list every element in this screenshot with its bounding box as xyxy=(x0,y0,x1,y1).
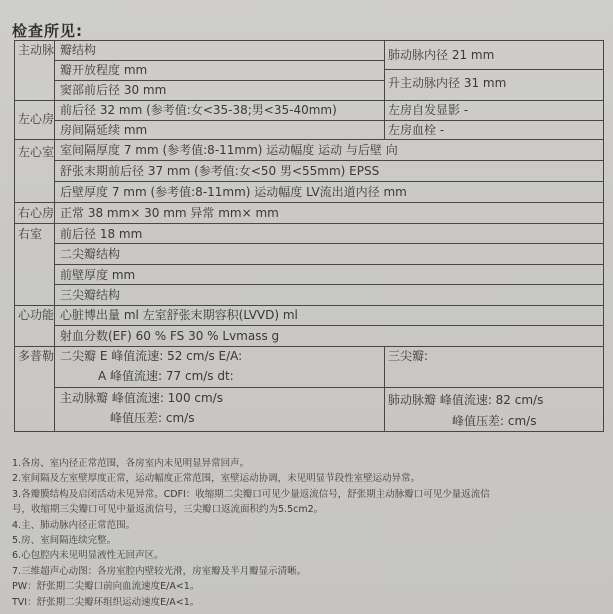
la-spontaneous-echo: 左房自发显影 - xyxy=(388,103,469,117)
mitral-e-velocity: 二尖瓣 E 峰值流速: 52 cm/s E/A: xyxy=(60,349,243,363)
left-ventricle-section-label: 左心室 xyxy=(18,145,55,159)
left-atrium-section-label: 左心房 xyxy=(18,112,55,126)
aortic-valve-gradient: 峰值压差: cm/s xyxy=(110,411,195,425)
right-atrium-dimensions: 正常 38 mm× 30 mm 异常 mm× mm xyxy=(60,206,279,220)
aorta-section-label: 主动脉 xyxy=(18,43,55,57)
right-atrium-section-label: 右心房 xyxy=(18,206,55,220)
la-thrombus: 左房血栓 - xyxy=(388,123,445,137)
findings-heading: 检查所见: xyxy=(12,22,83,40)
note-line: PW：舒张期二尖瓣口前向血流速度E/A<1。 xyxy=(12,581,200,593)
aorta-valve-structure: 瓣结构 xyxy=(60,43,97,57)
tricuspid-valve-structure: 三尖瓣结构 xyxy=(60,288,121,302)
note-line: 4.主、肺动脉内径正常范围。 xyxy=(12,519,136,531)
right-ventricle-section-label: 右室 xyxy=(18,227,43,241)
ivs-thickness: 室间隔厚度 7 mm (参考值:8-11mm) 运动幅度 运动 与后壁 向 xyxy=(60,143,398,157)
stroke-volume: 心脏博出量 ml 左室舒张末期容积(LVVD) ml xyxy=(60,308,298,322)
aortic-valve-velocity: 主动脉瓣 峰值流速: 100 cm/s xyxy=(60,391,223,405)
note-line: 5.房、室间隔连续完整。 xyxy=(12,535,117,547)
note-line: 6.心包腔内未见明显液性无回声区。 xyxy=(12,550,164,562)
note-line: TVI：舒张期二尖瓣环组织运动速度E/A<1。 xyxy=(12,596,200,608)
aorta-valve-opening: 瓣开放程度 mm xyxy=(60,63,148,77)
note-line: 号，收缩期三尖瓣口可见中量返流信号，三尖瓣口返流面积约为5.5cm2。 xyxy=(12,504,324,516)
left-atrium-ap-diameter: 前后径 32 mm (参考值:女<35-38;男<35-40mm) xyxy=(60,103,337,117)
posterior-wall-thickness: 后壁厚度 7 mm (参考值:8-11mm) 运动幅度 LV流出道内径 mm xyxy=(60,185,407,199)
aortic-sinus-diameter: 窦部前后径 30 mm xyxy=(60,83,167,97)
rv-ap-diameter: 前后径 18 mm xyxy=(60,227,143,241)
tricuspid-doppler: 三尖瓣: xyxy=(388,349,429,363)
pulmonary-valve-velocity: 肺动脉瓣 峰值流速: 82 cm/s xyxy=(388,393,544,407)
findings-form xyxy=(14,40,604,432)
pulmonary-artery-diameter: 肺动脉内径 21 mm xyxy=(388,48,495,62)
mitral-a-velocity: A 峰值流速: 77 cm/s dt: xyxy=(98,369,234,383)
rv-anterior-wall-thickness: 前壁厚度 mm xyxy=(60,268,136,282)
findings-notes xyxy=(12,456,604,610)
note-line: 3.各瓣膜结构及启闭活动未见异常。CDFI：收缩期二尖瓣口可见少量返流信号，舒张期主动脉瓣口可见少量返流信 xyxy=(12,488,490,500)
lv-end-diastolic-diameter: 舒张末期前后径 37 mm (参考值:女<50 男<55mm) EPSS xyxy=(60,164,380,178)
ascending-aorta-diameter: 升主动脉内径 31 mm xyxy=(388,76,507,90)
ejection-fraction-line: 射血分数(EF) 60 % FS 30 % Lvmass g xyxy=(60,329,280,343)
cardiac-function-section-label: 心功能 xyxy=(18,308,55,322)
atrial-septum-continuity: 房间隔延续 mm xyxy=(60,123,148,137)
doppler-section-label: 多普勒 xyxy=(18,349,55,363)
note-line: 1.各房、室内径正常范围，各房室内未见明显异常回声。 xyxy=(12,458,250,469)
note-line: 2.室间隔及左室壁厚度正常，运动幅度正常范围，室壁运动协调，未见明显节段性室壁运动异常。 xyxy=(12,473,421,485)
note-line: 7.三维超声心动图：各房室腔内壁较光滑，房室瓣及半月瓣显示清晰。 xyxy=(12,565,307,577)
mitral-valve-structure: 二尖瓣结构 xyxy=(60,247,121,261)
pulmonary-valve-gradient: 峰值压差: cm/s xyxy=(452,414,537,428)
